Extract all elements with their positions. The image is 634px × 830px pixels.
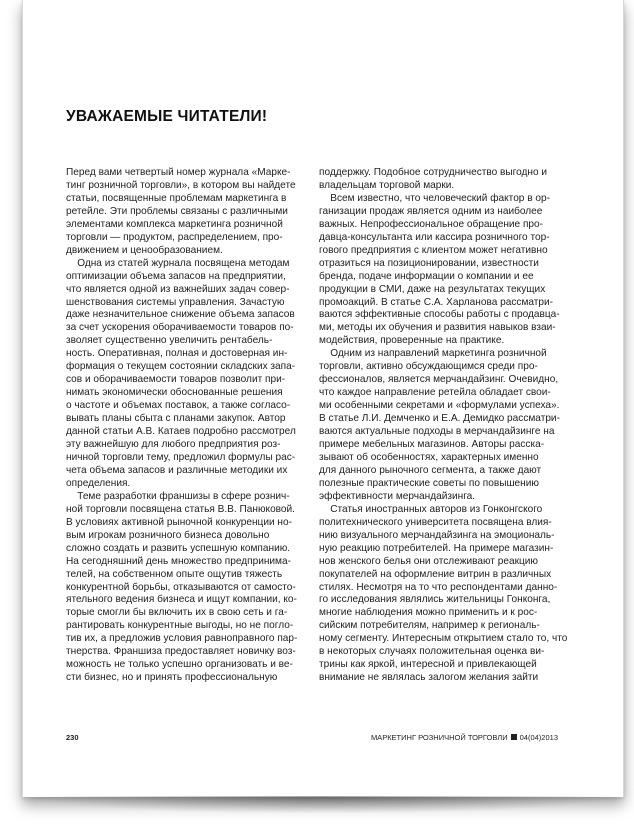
text-line: рантировать конкурентные выгоды, но не погло- bbox=[66, 620, 294, 632]
text-line: ретейле. Эти проблемы связаны с различными bbox=[66, 205, 288, 217]
text-line: тнерства. Франшиза предоставляет новичку воз- bbox=[66, 646, 296, 658]
text-line: можность не только успешно организовать и ве- bbox=[66, 659, 293, 671]
text-line: Одним из направлений маркетинга розничной bbox=[319, 348, 547, 360]
text-line: внимание не являлась залогом желания зайти bbox=[319, 672, 539, 684]
text-line: сти бизнес, но и принять профессиональную bbox=[66, 672, 278, 684]
text-line: ной торговли посвящена статья В.В. Панюковой. bbox=[66, 503, 295, 515]
text-line: фессионалов, является мерчандайзинг. Очевидно, bbox=[319, 374, 559, 386]
text-line: торговли, активно обсуждающимся среди про- bbox=[319, 361, 538, 373]
page-footer bbox=[66, 733, 558, 747]
text-line: что является одной из важнейших задач совер- bbox=[66, 283, 290, 295]
text-line: ми особенными секретами и «формулами успеха». bbox=[319, 400, 560, 412]
text-line: нимать экономически обоснованные решения bbox=[66, 387, 283, 399]
text-line: ганизации продаж является одним из наиболее bbox=[319, 205, 543, 217]
text-line: Всем известно, что человеческий фактор в ор- bbox=[319, 192, 550, 204]
text-line: сийским потребителям, например к региональ- bbox=[319, 620, 540, 632]
text-line: стилях. Несмотря на то что респондентами данно- bbox=[319, 581, 558, 593]
text-line: в некоторых случаях положительная оценка ви- bbox=[319, 646, 545, 658]
text-line: конкурентной борьбы, отказываются от самосто- bbox=[66, 581, 296, 593]
square-separator-icon bbox=[511, 734, 517, 740]
text-line: Теме разработки франшизы в сфере рознич- bbox=[66, 490, 290, 502]
text-line: сов и оборачиваемости товаров позволит при- bbox=[66, 374, 286, 386]
text-line: Статья иностранных авторов из Гонконгского bbox=[319, 503, 543, 515]
text-line: полезные практические советы по повышению bbox=[319, 477, 539, 489]
text-line: формация о текущем состоянии складских запа- bbox=[66, 361, 296, 373]
text-line: продукции в СМИ, даже на результатах текущих bbox=[319, 283, 546, 295]
text-line: тив их, а предложив условия равноправного пар- bbox=[66, 633, 298, 645]
text-line: нию визуального мерчандайзинга на эмоциональ- bbox=[319, 529, 555, 541]
text-line: владельцам торговой марки. bbox=[319, 179, 455, 191]
text-line: статьи, посвященные проблемам маркетинга в bbox=[66, 192, 287, 204]
text-line: промоакций. В статье С.А. Харланова рассматри- bbox=[319, 296, 554, 308]
text-line: что каждое направление ретейла обладает свои- bbox=[319, 387, 551, 399]
text-line: ную реакцию потребителей. На примере магазин- bbox=[319, 542, 554, 554]
left-text-column bbox=[66, 167, 306, 685]
text-line: бренда, подаче информации о компании и ее bbox=[319, 270, 534, 282]
text-line: шенствования системы управления. Зачастую bbox=[66, 296, 285, 308]
issue-number: 04(04)2013 bbox=[519, 733, 558, 742]
text-line: На сегодняшний день множество предпринима- bbox=[66, 555, 291, 567]
text-line: вым игрокам розничного бизнеса довольно bbox=[66, 529, 270, 541]
text-line: давца-консультанта или кассира розничного тор- bbox=[319, 231, 550, 243]
text-line: тинг розничной торговли», в котором вы найдете bbox=[66, 179, 296, 191]
text-line: примере мебельных магазинов. Авторы расска- bbox=[319, 439, 545, 451]
text-line: оптимизации объема запасов на предприятии, bbox=[66, 270, 286, 282]
page-title: УВАЖАЕМЫЕ ЧИТАТЕЛИ! bbox=[66, 108, 268, 125]
text-line: ятельного ведения бизнеса и ищут компании, ко- bbox=[66, 594, 297, 606]
text-line: ваются актуальные подходы в мерчандайзинге на bbox=[319, 426, 555, 438]
text-line: Перед вами четвертый номер журнала «Марке- bbox=[66, 167, 291, 178]
text-line: важных. Непрофессиональное обращение про- bbox=[319, 218, 544, 230]
text-line: ность. Оперативная, полная и достоверная ин- bbox=[66, 348, 288, 360]
text-line: модействия, проверенные на практике. bbox=[319, 335, 505, 347]
text-line: телей, на собственном опыте ощутив тяжесть bbox=[66, 568, 283, 580]
text-line: за счет ускорения оборачиваемости товаров по- bbox=[66, 322, 294, 334]
text-line: зволяет существенно увеличить рентабель- bbox=[66, 335, 273, 347]
text-line: Одна из статей журнала посвящена методам bbox=[66, 257, 290, 269]
text-line: зывают об особенностях, характерных именно bbox=[319, 451, 539, 463]
text-line: В условиях активной рыночной конкуренции но- bbox=[66, 516, 292, 528]
journal-issue-line bbox=[371, 733, 558, 742]
text-line: торговли — продуктом, распределением, про- bbox=[66, 231, 283, 243]
text-line: движением и ценообразованием. bbox=[66, 244, 223, 256]
text-line: ничной торговли тему, предложил формулы рас- bbox=[66, 451, 296, 463]
text-line: ному сегменту. Интересным открытием стало то, что bbox=[319, 633, 568, 645]
text-line: нов женского белья они отслеживают реакцию bbox=[319, 555, 538, 567]
page-number: 230 bbox=[66, 733, 79, 742]
text-line: чета объема запасов и различные методики их bbox=[66, 464, 288, 476]
page-shadow bbox=[26, 796, 618, 814]
journal-name: МАРКЕТИНГ РОЗНИЧНОЙ ТОРГОВЛИ bbox=[370, 733, 508, 742]
text-line: элементами комплекса маркетинга розничной bbox=[66, 218, 283, 230]
text-line: го исследования являлись жительницы Гонконга, bbox=[319, 594, 551, 606]
text-line: вывать планы сбыта с планами закупок. Автор bbox=[66, 413, 286, 425]
text-line: отразиться на позиционировании, известности bbox=[319, 257, 539, 269]
text-line: ваются эффективные способы работы с продавца- bbox=[319, 309, 560, 321]
text-line: эффективности мерчандайзинга. bbox=[319, 490, 476, 502]
text-line: определения. bbox=[66, 477, 131, 489]
text-line: данной статьи А.В. Катаев подробно рассмотрел bbox=[66, 426, 296, 438]
text-line: В статье Л.И. Демченко и Е.А. Демидко рассматри- bbox=[319, 413, 560, 425]
text-line: покупателей на оформление витрин в различных bbox=[319, 568, 552, 580]
text-line: ми, методы их обучения и развития навыков взаи- bbox=[319, 322, 556, 334]
text-line: о частоте и объемах поставок, а также согласо- bbox=[66, 400, 291, 412]
text-line: сложно создать и развить успешную компанию. bbox=[66, 542, 291, 554]
text-line: многие наблюдения можно применить и к рос- bbox=[319, 607, 538, 619]
right-text-column bbox=[319, 167, 568, 685]
text-line: политехнического университета посвящена влия- bbox=[319, 516, 552, 528]
text-line: даже незначительное снижение объема запасов bbox=[66, 309, 295, 321]
text-line: для данного рыночного сегмента, а также дают bbox=[319, 464, 542, 476]
text-line: торые смогли бы включить их в свою сеть и га- bbox=[66, 607, 288, 619]
text-line: трины как яркой, интересной и привлекающей bbox=[319, 659, 537, 671]
text-line: поддержку. Подобное сотрудничество выгодно и bbox=[319, 167, 548, 178]
text-line: эту важнейшую для любого предприятия роз- bbox=[66, 439, 281, 451]
text-line: гового предприятия с клиентом может негативно bbox=[319, 244, 548, 256]
